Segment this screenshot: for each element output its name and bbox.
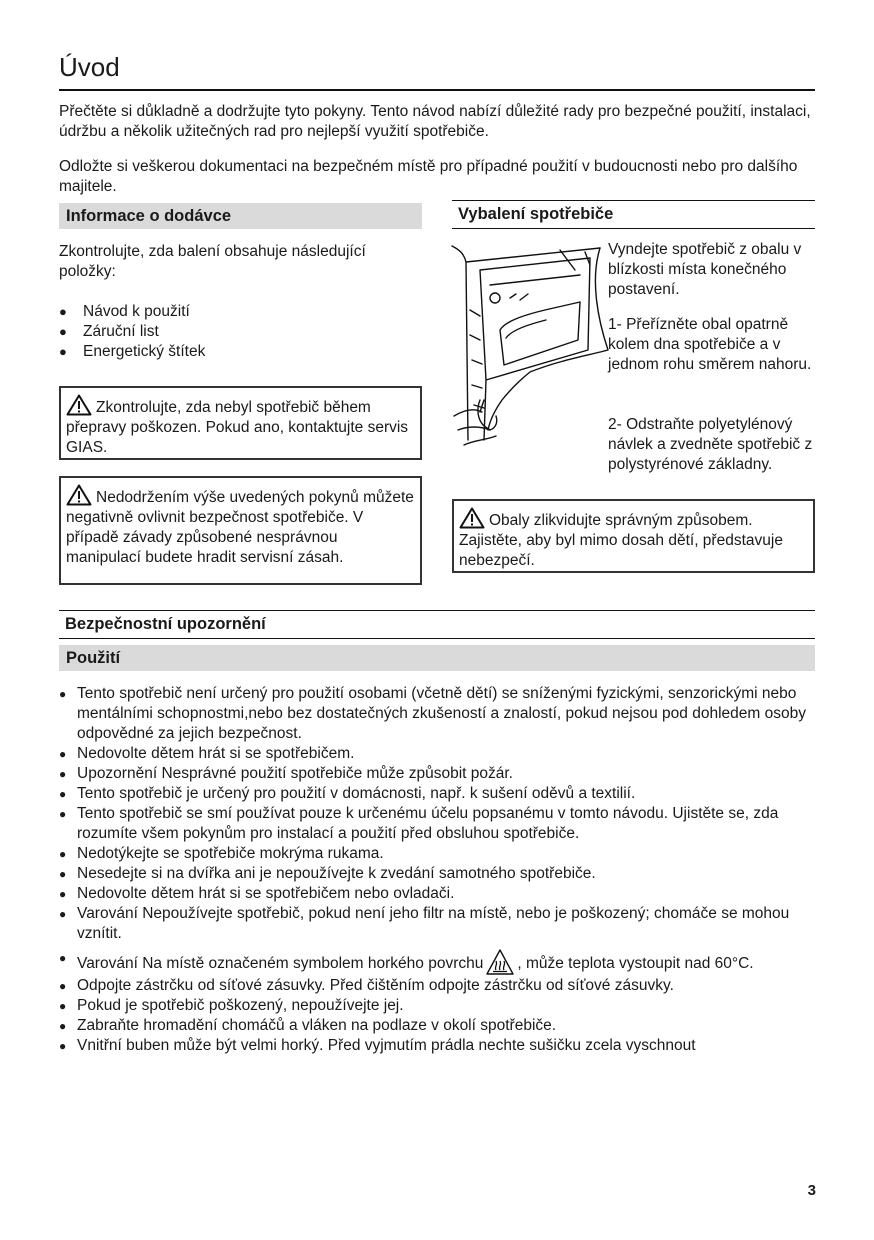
unpack-rule-bottom: [452, 228, 815, 229]
intro-paragraph-1: Přečtěte si důkladně a dodržujte tyto pokyny. Tento návod nabízí důležité rady pro bezpečné použití, instalaci, údržbu a několik užitečných rad pro nejlepší využití spotřebiče.: [59, 103, 811, 140]
usage-subheading: Použití: [59, 645, 815, 671]
unpack-step-intro: Vyndejte spotřebič z obalu v blízkosti místa konečného postavení.: [608, 241, 802, 298]
safety-list: [59, 684, 815, 1056]
supply-check-text: Zkontrolujte, zda balení obsahuje následující položky:: [59, 243, 366, 280]
list-item: ● Upozornění Nesprávné použití spotřebiče může způsobit požár.: [59, 764, 815, 784]
warning-text: Zkontrolujte, zda nebyl spotřebič během přepravy poškozen. Pokud ano, kontaktujte servis GIAS.: [66, 399, 409, 456]
unpack-step-1: 1- Přeřízněte obal opatrně kolem dna spotřebiče a v jednom rohu směrem nahoru.: [608, 316, 812, 373]
title-rule: [59, 89, 815, 91]
list-item: ● Nedovolte dětem hrát si se spotřebičem nebo ovladači.: [59, 884, 815, 904]
unpack-step-2: 2- Odstraňte polyetylénový návlek a zvedněte spotřebič z polystyrénové základny.: [608, 416, 813, 473]
safety-heading: Bezpečnostní upozornění: [65, 615, 266, 633]
safety-rule-bottom: [59, 638, 815, 639]
page-number: 3: [807, 1182, 816, 1199]
hot-item-text-after: , může teplota vystoupit nad 60°C.: [517, 955, 754, 972]
warning-text: Nedodržením výše uvedených pokynů můžete negativně ovlivnit bezpečnost spotřebiče. V případě závady způsobené nesprávnou manipulací budete hradit servisní zásah.: [66, 489, 414, 566]
warning-box-packaging: [452, 499, 815, 573]
unpack-heading: Vybalení spotřebiče: [458, 205, 614, 223]
supply-item-list: [59, 302, 409, 362]
list-item: ● Energetický štítek: [59, 342, 409, 362]
page-title: Úvod: [59, 52, 120, 82]
list-item: ● Nedovolte dětem hrát si se spotřebičem.: [59, 744, 815, 764]
list-item: ● Záruční list: [59, 322, 409, 342]
warning-text: Obaly zlikvidujte správným způsobem. Zajistěte, aby byl mimo dosah dětí, představuje nebezpečí.: [459, 512, 783, 569]
list-item: ● Varování Nepoužívejte spotřebič, pokud není jeho filtr na místě, nebo je poškozený; chomáče se mohou vznítit.: [59, 904, 815, 944]
list-item: ● Vnitřní buben může být velmi horký. Před vyjmutím prádla nechte sušičku zcela vyschnout: [59, 1036, 815, 1056]
warning-box-transport: [59, 386, 422, 460]
list-item: ● Tento spotřebič se smí používat pouze k určenému účelu popsanému v tomto návodu. Ujistěte se, zda rozumíte všem pokynům pro instalací a použití před obsluhou spotřebiče.: [59, 804, 815, 844]
list-item: ● Tento spotřebič není určený pro použití osobami (včetně dětí) se sníženými fyzickými, senzorickými nebo mentálními schopnostmi,nebo bez dostatečných zkušeností a znalostí, pokud nejsou pod dohledem osoby odpovědné za jejich bezpečnost.: [59, 684, 815, 744]
hot-item-text-before: Varování Na místě označeném symbolem horkého povrchu: [77, 955, 484, 972]
list-item: ● Návod k použití: [59, 302, 409, 322]
warning-triangle-icon: [66, 394, 92, 416]
list-item: [59, 948, 815, 976]
list-item: ● Pokud je spotřebič poškozený, nepoužívejte jej.: [59, 996, 815, 1016]
warning-box-instructions: [59, 476, 422, 585]
list-item: ● Zabraňte hromadění chomáčů a vláken na podlaze v okolí spotřebiče.: [59, 1016, 815, 1036]
unpacking-illustration: [450, 240, 610, 460]
warning-triangle-icon: [66, 484, 92, 506]
hot-surface-icon: [485, 948, 515, 976]
warning-triangle-icon: [459, 507, 485, 529]
list-item: ● Nedotýkejte se spotřebiče mokrýma rukama.: [59, 844, 815, 864]
intro-paragraph-2: Odložte si veškerou dokumentaci na bezpečném místě pro případné použití v budoucnosti nebo pro dalšího majitele.: [59, 158, 798, 195]
list-item: ● Odpojte zástrčku od síťové zásuvky. Před čištěním odpojte zástrčku od síťové zásuvky.: [59, 976, 815, 996]
supply-heading: Informace o dodávce: [59, 203, 422, 229]
list-item: ● Tento spotřebič je určený pro použití v domácnosti, např. k sušení oděvů a textilií.: [59, 784, 815, 804]
list-item: ● Nesedejte si na dvířka ani je nepoužívejte k zvedání samotného spotřebiče.: [59, 864, 815, 884]
